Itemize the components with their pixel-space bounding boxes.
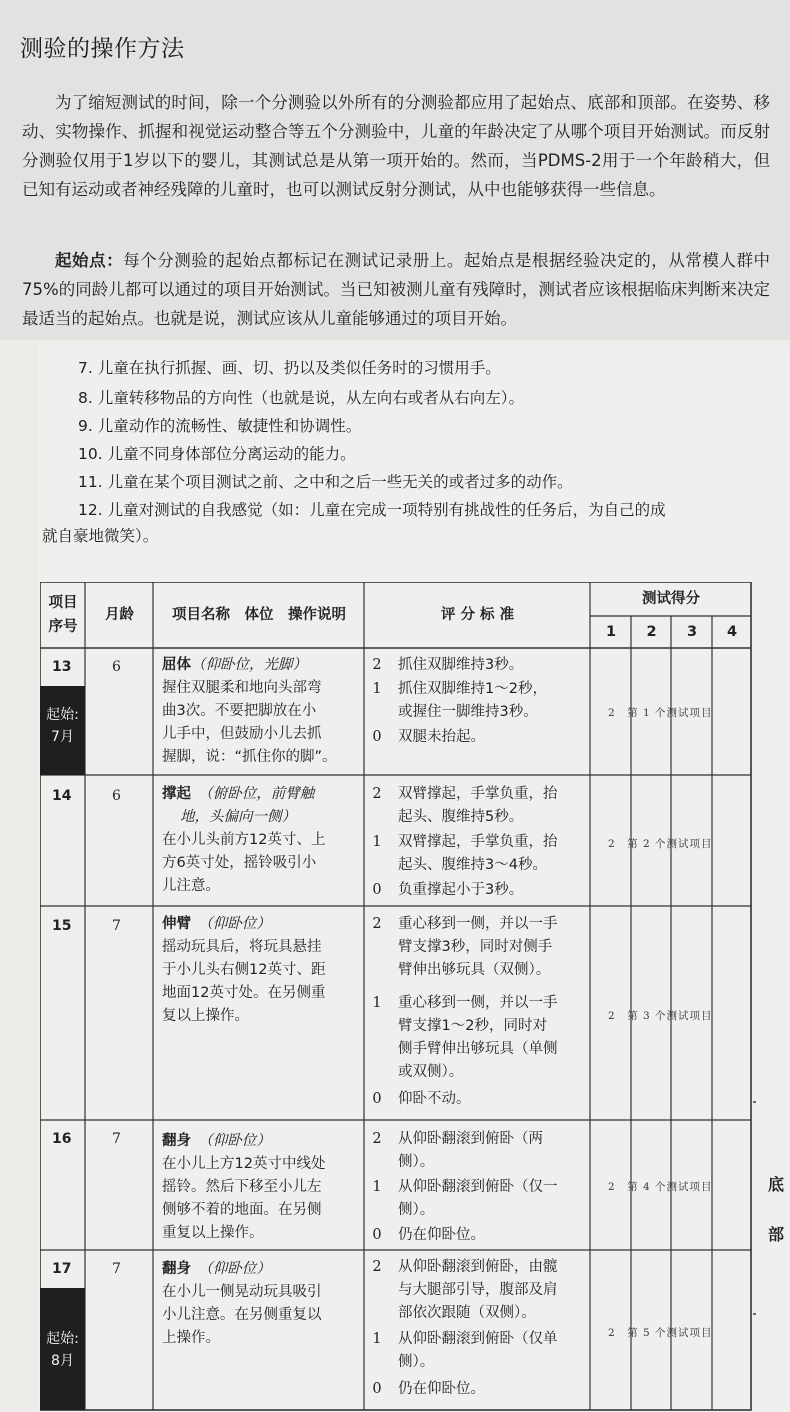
- start-point-paragraph: [22, 246, 770, 333]
- item-name: 屈体: [162, 657, 191, 673]
- score-note: 2 第 2 个测试项目: [608, 838, 713, 850]
- start-point-month: 7月: [51, 729, 74, 745]
- criterion-score: 0: [372, 882, 382, 898]
- item-number: 14: [52, 788, 72, 804]
- criterion-text: 双臂撑起，手掌负重，抬 起头、腹维持5秒。: [398, 786, 558, 825]
- criterion-text: 从仰卧翻滚到俯卧，由髋 与大腿部引导，腹部及肩 部依次跟随（双侧）。: [398, 1259, 558, 1321]
- criterion-text: 从仰卧翻滚到俯卧（仅一 侧）。: [398, 1179, 558, 1218]
- header-score-col-4: 4: [726, 624, 738, 640]
- criterion-text: 负重撑起小于3秒。: [398, 882, 524, 898]
- item-age: 7: [112, 918, 121, 934]
- criterion-score: 2: [372, 1259, 382, 1275]
- item-pose: 地，头偏向一侧）: [180, 809, 296, 825]
- item-description: [162, 1258, 362, 1350]
- item-age: 6: [112, 788, 121, 804]
- desc-line: 在小儿上方12英寸中线处: [162, 1156, 326, 1172]
- start-point-text: 每个分测验的起始点都标记在测试记录册上。起始点是根据经验决定的，从常模人群中75%的同龄儿都可以通过的项目开始测试。当已知被测儿童有残障时，测试者应该根据临床判断来决定最适当的起始点。也就是说，测试应该从儿童能够通过的项目开始。: [22, 251, 771, 328]
- item-number: 15: [52, 918, 72, 934]
- desc-line: 摇铃。然后下移至小儿左: [162, 1179, 322, 1195]
- criterion-score: 2: [372, 657, 382, 673]
- criterion-text: 仍在仰卧位。: [398, 1381, 485, 1397]
- desc-line: 于小儿头右侧12英寸、距: [162, 962, 326, 978]
- desc-line: 握住双腿柔和地向头部弯: [162, 680, 322, 696]
- list-item: 10. 儿童不同身体部位分离运动的能力。: [78, 445, 356, 463]
- desc-line: 小儿注意。在另侧重复以: [162, 1307, 322, 1323]
- criterion-score: 0: [372, 1381, 382, 1397]
- criterion-score: 0: [372, 1227, 382, 1243]
- item-pose: （俯卧位，前臂触: [205, 786, 315, 802]
- criterion-text: 重心移到一侧，并以一手 臂支撑3秒，同时对侧手 臂伸出够玩具（双侧）。: [398, 916, 558, 978]
- header-criteria: 评 分 标 准: [440, 607, 515, 623]
- item-pose: （仰卧位）: [205, 916, 271, 932]
- item-description: [162, 1130, 362, 1245]
- criterion-text: 双臂撑起，手掌负重，抬 起头、腹维持3～4秒。: [398, 834, 558, 873]
- item-number: 16: [52, 1131, 72, 1147]
- criterion-score: 2: [372, 1131, 382, 1147]
- item-pose: （仰卧位，光脚）: [191, 657, 307, 673]
- list-item: 8. 儿童转移物品的方向性（也就是说，从左向右或者从右向左）。: [78, 389, 524, 407]
- criterion-score: 1: [372, 995, 382, 1011]
- desc-line: 侧够不着的地面。在另侧: [162, 1202, 322, 1218]
- criterion-text: 从仰卧翻滚到俯卧（仅单 侧）。: [398, 1331, 558, 1370]
- desc-line: 儿注意。: [162, 878, 220, 894]
- start-point-marker: [40, 1288, 85, 1410]
- criterion-score: 1: [372, 1331, 382, 1347]
- score-note: 2 第 5 个测试项目: [608, 1327, 713, 1339]
- desc-line: 握脚，说：“抓住你的脚”。: [162, 749, 337, 765]
- bottom-label-1: 底: [768, 1175, 785, 1194]
- desc-line: 复以上操作。: [162, 1008, 249, 1024]
- score-note: 2 第 1 个测试项目: [608, 707, 713, 719]
- criterion-text: 从仰卧翻滚到俯卧（两 侧）。: [398, 1131, 543, 1170]
- header-score-col-3: 3: [686, 624, 698, 640]
- criterion-score: 0: [372, 729, 382, 745]
- criterion-score: 1: [372, 834, 382, 850]
- criterion-text: 仰卧不动。: [398, 1091, 471, 1107]
- header-item-no-line1: 项目: [48, 595, 78, 611]
- item-age: 6: [112, 659, 121, 675]
- list-item: 7. 儿童在执行抓握、画、切、扔以及类似任务时的习惯用手。: [78, 359, 501, 377]
- item-age: 7: [112, 1131, 121, 1147]
- header-age: 月龄: [105, 607, 134, 623]
- list-item: 9. 儿童动作的流畅性、敏捷性和协调性。: [78, 417, 362, 435]
- item-pose: （仰卧位）: [205, 1261, 271, 1277]
- header-item-no: [42, 591, 84, 639]
- item-name: 翻身: [162, 1261, 191, 1277]
- item-name: 伸臂: [162, 916, 191, 932]
- item-description: [162, 913, 362, 1028]
- desc-line: 重复以上操作。: [162, 1225, 264, 1241]
- list-item-continued: 就自豪地微笑）。: [42, 527, 159, 545]
- list-item: 11. 儿童在某个项目测试之前、之中和之后一些无关的或者过多的动作。: [78, 473, 573, 491]
- criterion-score: 1: [372, 1179, 382, 1195]
- criterion-score: 0: [372, 1091, 382, 1107]
- start-point-month: 8月: [51, 1353, 74, 1369]
- score-note: 2 第 4 个测试项目: [608, 1181, 713, 1193]
- page-title: 测验的操作方法: [20, 36, 185, 62]
- item-name: 撑起: [162, 786, 191, 802]
- item-number: 17: [52, 1261, 72, 1277]
- header-item-no-line2: 序号: [48, 619, 78, 635]
- list-item: 12. 儿童对测试的自我感觉（如：儿童在完成一项特别有挑战性的任务后，为自己的成: [78, 501, 666, 519]
- start-point-marker: [40, 686, 85, 775]
- desc-line: 在小儿头前方12英寸、上: [162, 832, 326, 848]
- item-name: 翻身: [162, 1133, 191, 1149]
- item-description: [162, 783, 362, 898]
- criterion-score: 2: [372, 916, 382, 932]
- item-pose: （仰卧位）: [205, 1133, 271, 1149]
- intro-paragraph: 为了缩短测试的时间，除一个分测验以外所有的分测验都应用了起始点、底部和顶部。在姿势、移动、实物操作、抓握和视觉运动整合等五个分测验中，儿童的年龄决定了从哪个项目开始测试。而反射分测验仅用于1岁以下的婴儿，其测试总是从第一项开始的。然而，当PDMS-2用于一个年龄稍大，但已知有运动或者神经残障的儿童时，也可以测试反射分测试，从中也能够获得一些信息。: [22, 93, 770, 199]
- desc-line: 摇动玩具后，将玩具悬挂: [162, 939, 322, 955]
- criterion-text: 重心移到一侧，并以一手 臂支撑1～2秒，同时对 侧手臂伸出够玩具（单侧 或双侧）。: [398, 995, 558, 1080]
- criterion-text: 抓住双脚维持1～2秒， 或握住一脚维持3秒。: [398, 681, 547, 720]
- desc-line: 儿手中，但鼓励小儿去抓: [162, 726, 322, 742]
- desc-line: 曲3次。不要把脚放在小: [162, 703, 317, 719]
- header-item-name: 项目名称 体位 操作说明: [172, 607, 346, 623]
- criterion-score: 1: [372, 681, 382, 697]
- criterion-score: 2: [372, 786, 382, 802]
- start-point-label: 起始:: [46, 707, 79, 723]
- bottom-label-2: 部: [768, 1225, 785, 1244]
- score-note: 2 第 3 个测试项目: [608, 1010, 713, 1022]
- desc-line: 上操作。: [162, 1330, 220, 1346]
- start-point-label: 起始:: [46, 1331, 79, 1347]
- item-number: 13: [52, 659, 72, 675]
- desc-line: 地面12英寸处。在另侧重: [162, 985, 326, 1001]
- start-point-label: 起始点：: [55, 251, 124, 270]
- desc-line: 在小儿一侧晃动玩具吸引: [162, 1284, 322, 1300]
- item-description: [162, 654, 362, 769]
- header-scores: 测试得分: [642, 591, 700, 607]
- header-score-col-2: 2: [646, 624, 657, 640]
- header-score-col-1: 1: [605, 624, 617, 640]
- criterion-text: 仍在仰卧位。: [398, 1227, 485, 1243]
- criterion-text: 双腿未抬起。: [398, 729, 485, 745]
- desc-line: 方6英寸处，摇铃吸引小: [162, 855, 317, 871]
- item-age: 7: [112, 1261, 121, 1277]
- criterion-text: 抓住双脚维持3秒。: [398, 657, 524, 673]
